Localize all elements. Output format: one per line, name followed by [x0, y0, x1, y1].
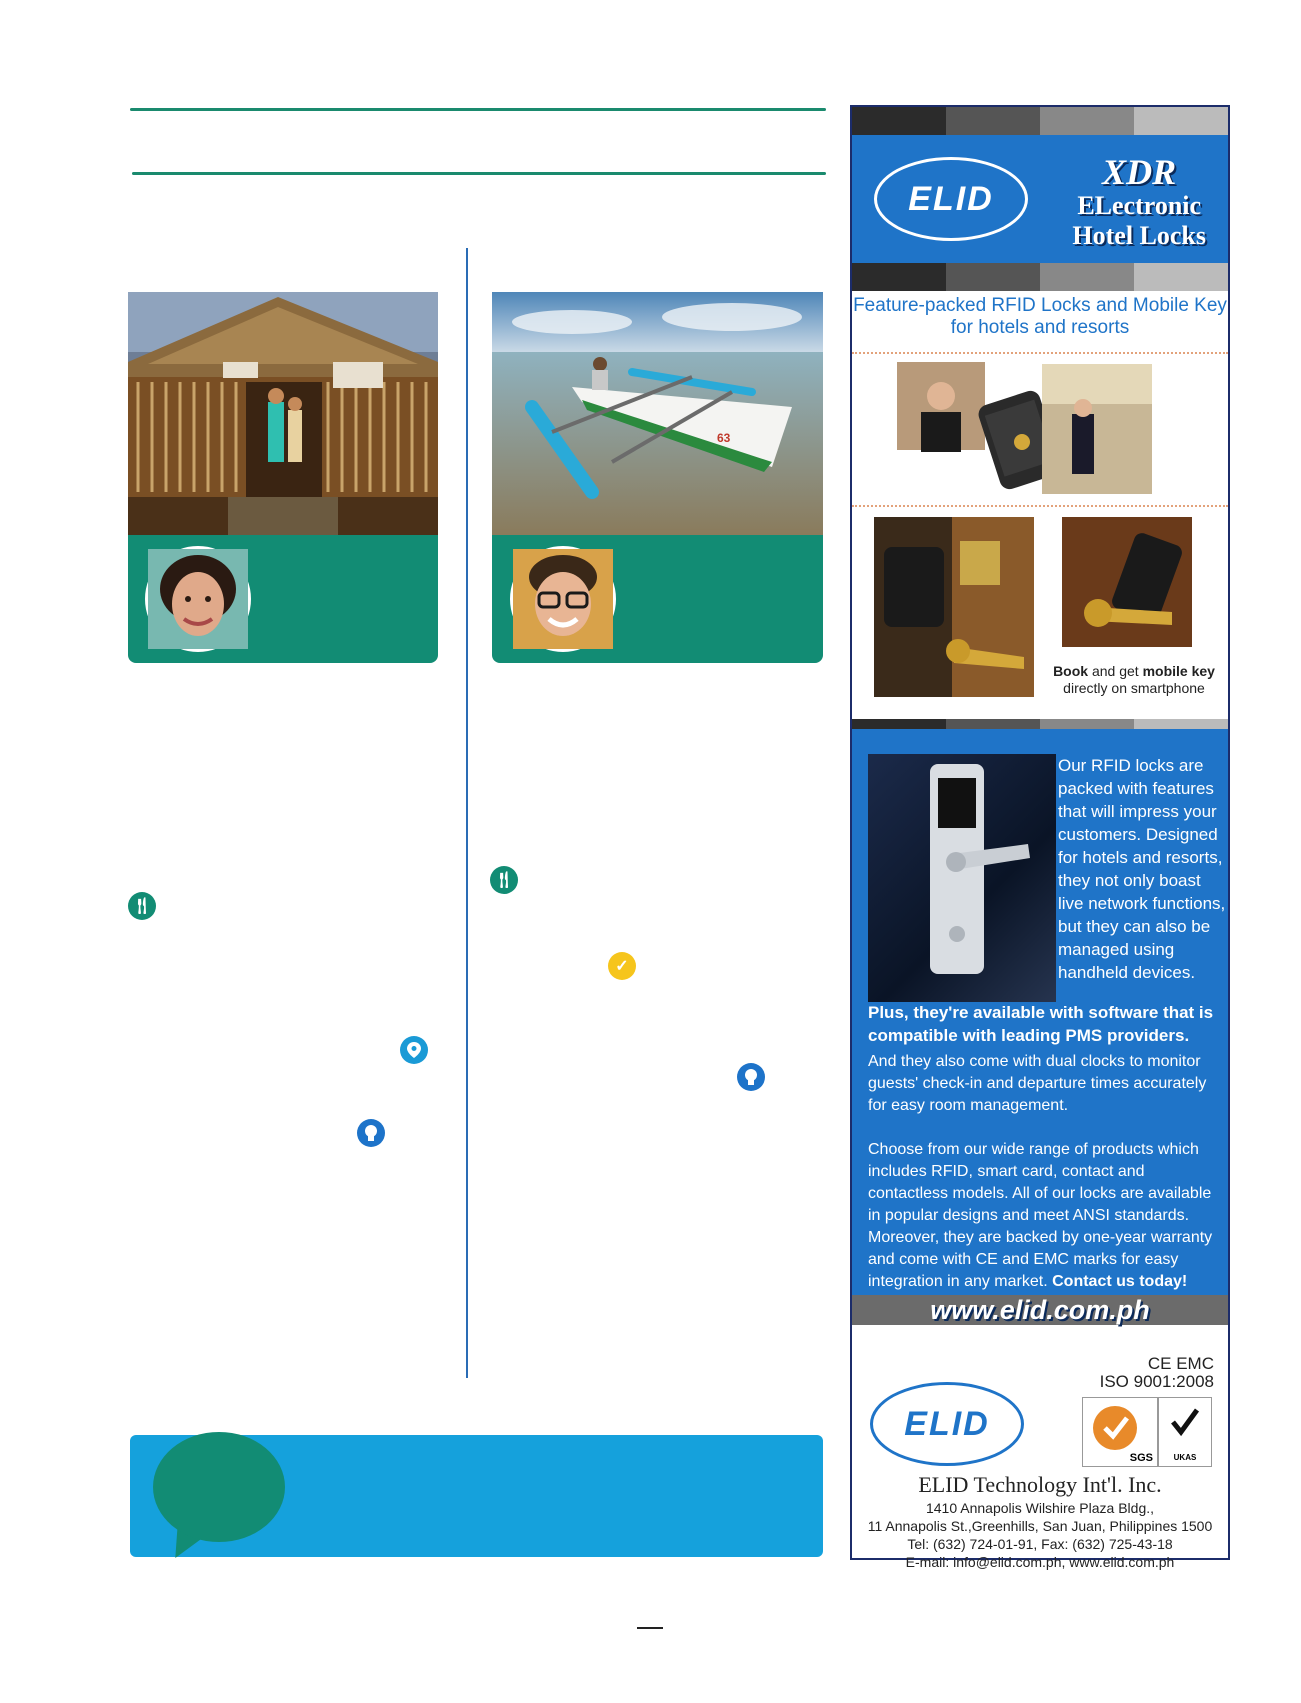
ad-separator	[852, 505, 1228, 507]
location-pin-icon	[400, 1036, 428, 1064]
avatar-woman	[145, 546, 251, 652]
ad-title-line1: ELectronic	[1077, 191, 1202, 220]
ukas-label: UKAS	[1173, 1453, 1197, 1462]
iso-certification: ISO 9001:2008	[1099, 1372, 1214, 1391]
elid-logo: ELID	[874, 157, 1028, 241]
ad-separator	[852, 352, 1228, 354]
elid-advertisement	[850, 105, 1230, 1570]
column-divider	[466, 248, 468, 1378]
elid-logo-footer: ELID	[870, 1382, 1024, 1466]
svg-text:63: 63	[717, 431, 731, 445]
checkmark-icon: ✓	[608, 952, 636, 980]
photo-rfid-lock	[868, 754, 1056, 1002]
photo-door-lock-handle	[874, 517, 1034, 697]
address-line1: 1410 Annapolis Wilshire Plaza Bldg.,	[925, 1500, 1155, 1516]
photo-bamboo-hut	[128, 292, 438, 538]
speech-bubble-icon	[153, 1432, 285, 1542]
ad-title	[1072, 153, 1206, 251]
ad-header	[852, 135, 1228, 263]
address-line2: 11 Annapolis St.,Greenhills, San Juan, Philippines 1500	[867, 1518, 1213, 1534]
sgs-certification-badge	[1082, 1397, 1158, 1467]
ad-stripe-mid	[852, 263, 1228, 291]
ad-caption	[1044, 663, 1224, 697]
ad-paragraph-products-text: Choose from our wide range of products which includes RFID, smart card, contact and contactless models. All of our locks are available in popular designs and meet ANSI standards. Moreover, they are backed by one-year warranty and come with CE and EMC marks for easy integration in any market.	[868, 1141, 1213, 1290]
caption-mobile-key: mobile key	[1142, 663, 1215, 679]
avatar-man	[510, 546, 616, 652]
caption-mid: and get	[1088, 663, 1143, 679]
ad-url[interactable]: www.elid.com.ph	[930, 1295, 1150, 1325]
ce-emc-mark: CE EMC	[1147, 1354, 1214, 1373]
ad-title-xdr: XDR	[1102, 152, 1177, 192]
contact-us-cta: Contact us today!	[1052, 1273, 1188, 1290]
photo-outrigger-boat	[492, 292, 823, 538]
ad-body	[852, 729, 1228, 1324]
email-web[interactable]: E-mail: info@elid.com.ph, www.elid.com.ph	[905, 1554, 1175, 1570]
ukas-badge	[1158, 1397, 1212, 1467]
ad-paragraph-clocks: And they also come with dual clocks to monitor guests' check-in and departure times accurately for easy room management.	[868, 1053, 1207, 1114]
ad-tagline: Feature-packed RFID Locks and Mobile Key for hotels and resorts	[853, 295, 1227, 338]
caption-book: Book	[1053, 663, 1089, 679]
fork-knife-icon: 🍴︎	[490, 866, 518, 894]
photo-phone-unlocking-door	[1062, 517, 1192, 647]
fork-knife-icon: 🍴︎	[128, 892, 156, 920]
ad-paragraph-products	[868, 1139, 1218, 1293]
sgs-label: SGS	[1129, 1452, 1153, 1464]
header-rule-top	[130, 108, 826, 111]
caption-line2: directly on smartphone	[1063, 680, 1205, 696]
page-number-dash	[637, 1627, 663, 1629]
photo-hotel-lobby	[1042, 364, 1152, 494]
lightbulb-icon	[737, 1063, 765, 1091]
phone-fax: Tel: (632) 724-01-91, Fax: (632) 725-43-18	[907, 1536, 1173, 1552]
lightbulb-icon	[357, 1119, 385, 1147]
ad-title-line2: Hotel Locks	[1072, 221, 1206, 250]
ad-stripe-top	[852, 107, 1228, 135]
ad-plus-text: Plus, they're available with software that is compatible with leading PMS providers.	[868, 1003, 1214, 1045]
ad-side-text: Our RFID locks are packed with features that will impress your customers. Designed for hotels and resorts, they not only boast live network functions, but they can also be managed using handheld devices.	[1058, 756, 1226, 982]
photo-receptionist	[897, 362, 985, 450]
company-name: ELID Technology Int'l. Inc.	[918, 1472, 1162, 1497]
header-rule-bottom	[132, 172, 826, 175]
